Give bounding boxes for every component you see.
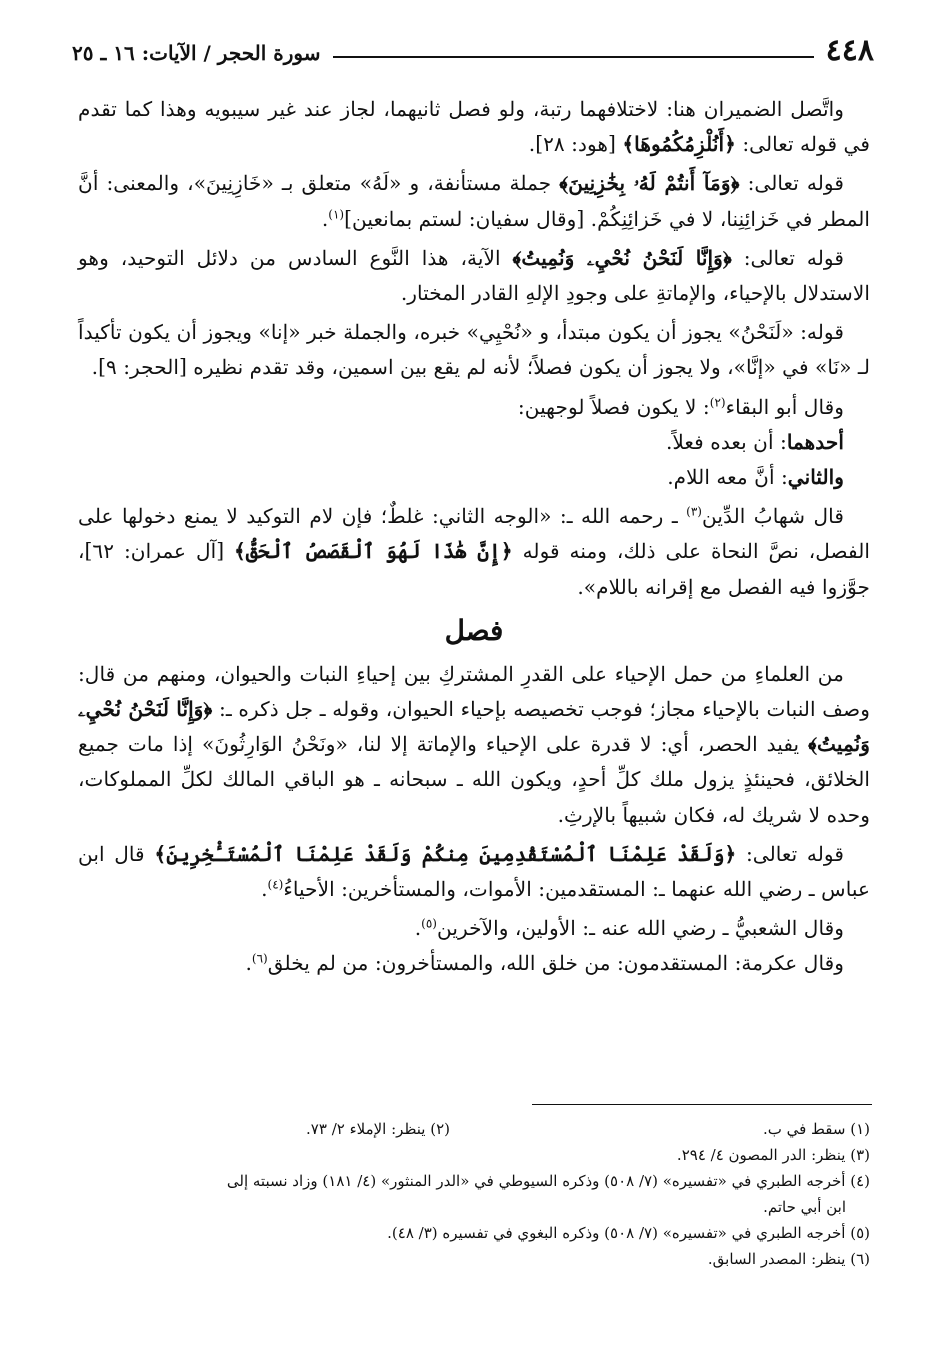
header-rule — [333, 56, 814, 58]
footnote-2: (٢) ينظر: الإملاء ٢/ ٧٣. — [306, 1120, 450, 1138]
text-run: قوله تعالى: — [739, 171, 844, 196]
quran-quote: ﴿وَلَقَدْ عَلِمْنَا ٱلْمُسْتَقْدِمِينَ مِنكُمْ وَلَقَدْ عَلِمْنَا ٱلْمُسْتَـْٔخِرِينَ﴾ — [154, 841, 737, 866]
footnote-ref: (١) — [328, 206, 345, 221]
text-run: . — [245, 951, 252, 976]
text-run: وقال الشعبيُّ ـ رضي الله عنه ـ: الأولين، والآخرين — [436, 916, 844, 941]
quran-quote: ﴿وَإِنَّا لَنَحْنُ نُحْيِۦ وَنُمِيتُ﴾ — [512, 245, 732, 270]
running-title: سورة الحجر / الآيات: ١٦ ـ ٢٥ — [72, 41, 321, 65]
footnote-ref: (٥) — [421, 916, 437, 931]
footnote-row — [78, 1116, 870, 1142]
footnote-ref: (٣) — [686, 504, 702, 519]
reason-label: والثاني — [787, 465, 844, 490]
paragraph-tawhid — [78, 241, 870, 311]
text-run: قال ابن عباس ـ رضي الله عنهما ـ: المستقدمين: الأموات، والمستأخرين: الأحياءُ — [78, 841, 870, 902]
paragraph-ikrima — [78, 946, 870, 981]
text-run: قوله تعالى: — [736, 841, 844, 866]
text-run: وقال أبو البقاء — [725, 394, 844, 419]
text-run: واتَّصل الضميران هنا: لاختلافهما رتبة، ولو فصل ثانيهما، لجاز عند غير سيبويه وهذا كما تقدم في قوله تعالى: — [78, 97, 870, 157]
quran-quote: ﴿وَمَآ أَنتُمْ لَهُۥ بِخَٰزِنِينَ﴾ — [559, 171, 740, 196]
paragraph-shihab — [78, 499, 870, 605]
text-run: وقال عكرمة: المستقدمون: من خلق الله، والمستأخرون: من لم يخلق — [267, 951, 844, 976]
reason-second — [78, 460, 870, 495]
footnote-3: (٣) ينظر: الدر المصون ٤/ ٢٩٤. — [676, 1146, 870, 1164]
footnote-4: (٤) أخرجه الطبري في «تفسيره» (٧/ ٥٠٨) وذكره السيوطي في «الدر المنثور» (٤/ ١٨١) وزاد نسبته إلى — [226, 1172, 870, 1190]
footnote-5: (٥) أخرجه الطبري في «تفسيره» (٧/ ٥٠٨) وذكره البغوي في تفسيره (٣/ ٤٨). — [387, 1224, 870, 1242]
section-heading: فصل — [444, 613, 504, 647]
text-run: الآية، هذا النَّوع السادس من دلائل التوحيد، وهو الاستدلال بالإحياء، والإماتةِ على وجودِ الإلهِ القادر المختار. — [78, 245, 870, 306]
paragraph-lanahnu — [78, 315, 870, 385]
paragraph-section — [78, 657, 870, 833]
footnote-ref: (٦) — [251, 951, 268, 966]
footnote-4-continuation: ابن أبي حاتم. — [763, 1198, 846, 1216]
main-text — [78, 92, 870, 982]
paragraph-abu-al-baqa — [78, 390, 870, 425]
footnote-1: (١) سقط في ب. — [762, 1120, 870, 1138]
text-run: جملة مستأنفة، و «لَهُ» متعلق بـ «خَازِنِينَ»، والمعنى: أنَّ المطر في خَزائِنِنا، لا في خَزائِنِكُمْ. [وقال سفيان: لستم بمانعين] — [78, 171, 870, 231]
text-run: قال شهابُ الدِّين — [701, 504, 844, 529]
reason-first — [78, 425, 870, 460]
quran-quote: ﴿إِنَّ هَٰذَا لَهُوَ ٱلْقَصَصُ ٱلْحَقُّ﴾ — [234, 539, 513, 564]
text-run: . — [414, 916, 422, 941]
reason-text: : أنَّ معه اللام. — [667, 465, 788, 490]
footnote-rule — [532, 1104, 872, 1105]
text-run: [آل عمران: ٦٢]، جوَّزوا فيه الفصل مع إقرانه باللام». — [78, 539, 870, 599]
footnote-ref: (٢) — [709, 394, 726, 409]
text-run: . — [321, 206, 329, 231]
text-run: . — [261, 877, 268, 902]
paragraph-mustaqdimin — [78, 837, 870, 907]
text-run: من العلماءِ من حمل الإحياء على القدرِ المشتركِ بين إحياءِ النبات والحيوان، ومنهم من قال: وصف النبات بالإحياء مجاز؛ فوجب تخصيصه بإحياء الحيوان، وقوله ـ جل ذكره ـ: — [78, 661, 870, 722]
text-run: قوله: «لَنَحْنُ» يجوز أن يكون مبتدأ، و «نُحْيِي» خبره، والجملة خبر «إنا» ويجوز أن يكون تأكيداً لـ «نَا» في «إنَّا»، ولا يجوز أن يكون فصلاً؛ لأنه لم يقع بين اسمين، وقد تقدم نظيره [الحجر: ٩]. — [78, 320, 870, 380]
footnote-6: (٦) ينظر: المصدر السابق. — [707, 1250, 870, 1268]
reason-label: أحدهما — [786, 429, 844, 454]
paragraph-shabi — [78, 911, 870, 946]
footnote-ref: (٤) — [267, 877, 284, 892]
text-run: : لا يكون فصلاً لوجهين: — [517, 394, 710, 419]
quran-quote: ﴿وَإِنَّا لَنَحْنُ نُحْيِۦ وَنُمِيتُ﴾ — [78, 697, 870, 757]
reason-text: : أن بعده فعلاً. — [665, 429, 787, 454]
paragraph-pronouns — [78, 92, 870, 162]
text-run: ـ رحمه الله ـ: «الوجه الثاني: غلطٌ؛ فإن لام التوكيد لا يمنع دخولها على الفصل، نصَّ النحاة على ذلك، ومنه قوله — [78, 504, 871, 564]
text-run: قوله تعالى: — [731, 245, 844, 270]
paragraph-khazinin — [78, 166, 870, 236]
footnotes — [78, 1116, 870, 1272]
quran-quote: ﴿أَنُلْزِمُكُمُوهَا﴾ — [622, 132, 736, 157]
running-header — [72, 28, 874, 68]
text-run: [هود: ٢٨]. — [528, 132, 623, 157]
text-run: يفيد الحصر، أي: لا قدرة على الإحياء والإماتة إلا لنا، «ونَحْنُ الوَارِثُونَ» إذا مات جميع الخلائق، فحينئذٍ يزول ملك كلِّ أحدٍ، ويكون الله ـ سبحانه ـ هو الباقي المالك لكلِّ المملوكات، وحده لا شريك له، فكان شبيهاً بالإرثِ. — [78, 732, 870, 827]
page-number: ٤٤٨ — [825, 33, 874, 68]
